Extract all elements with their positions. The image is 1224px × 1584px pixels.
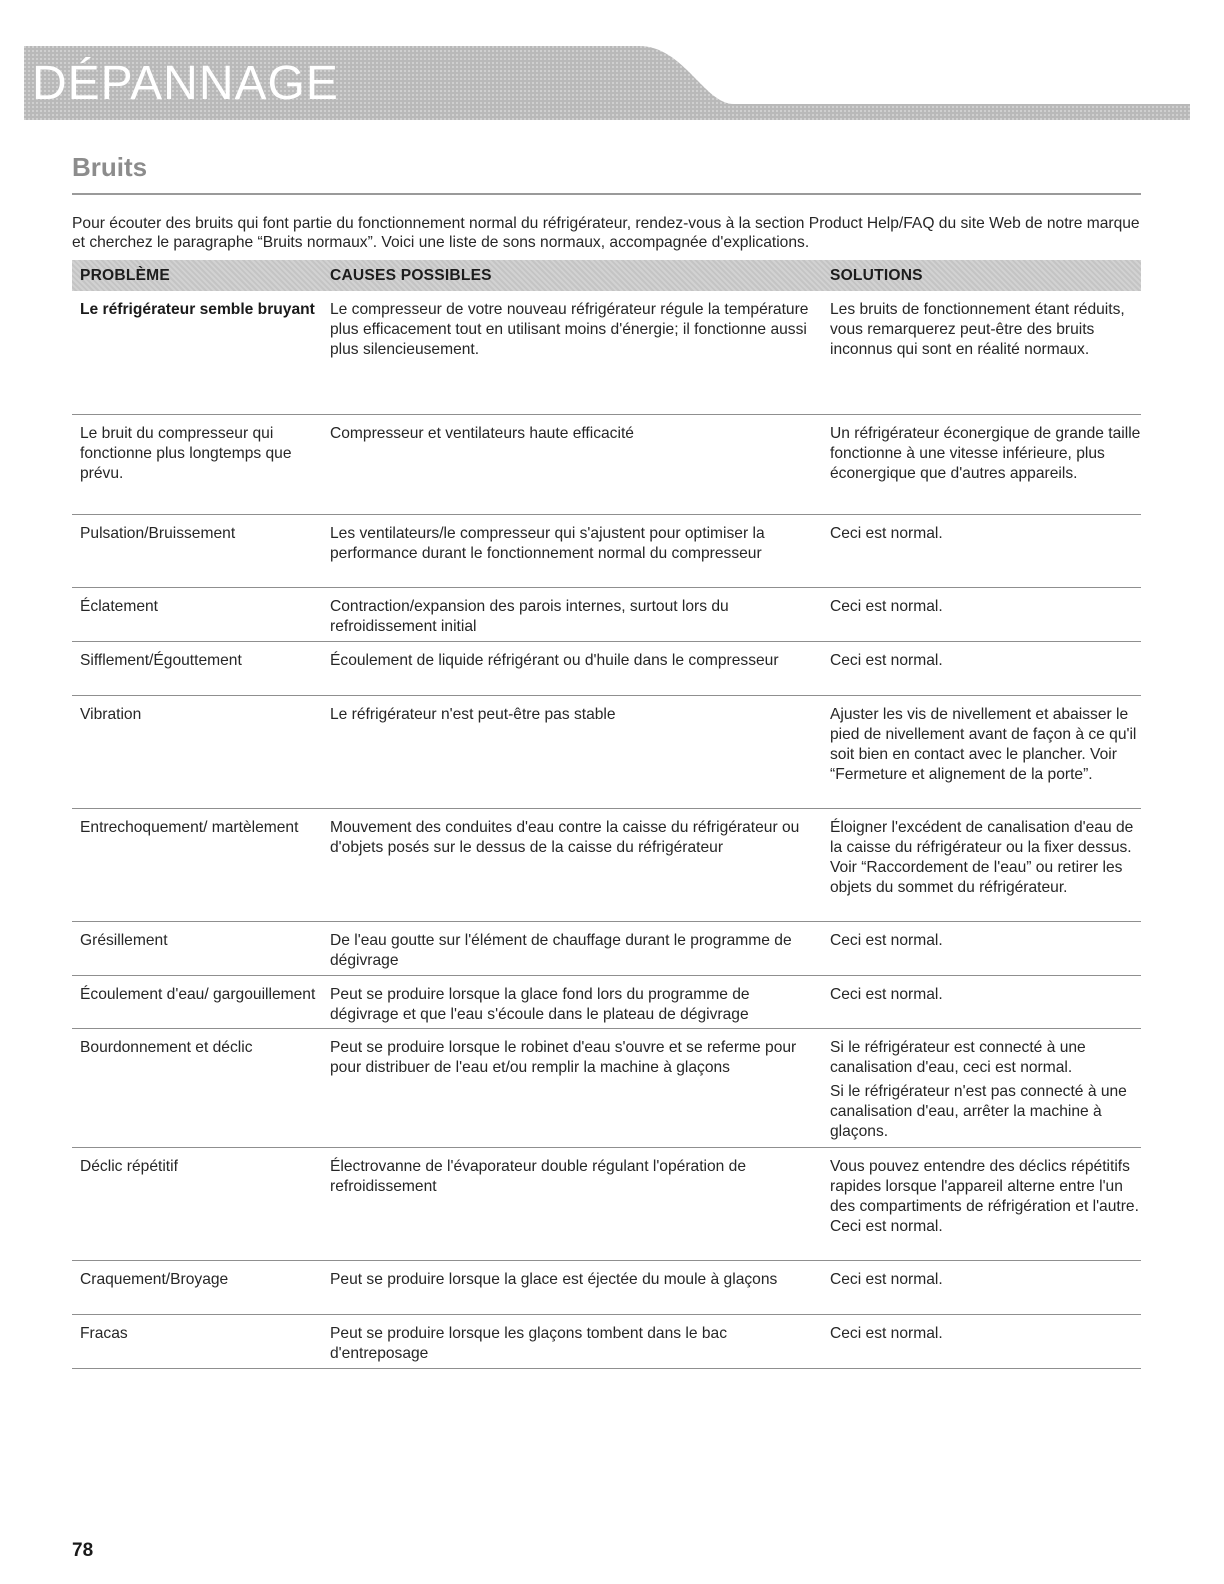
- cause-cell: Peut se produire lorsque le robinet d'eau s'ouvre et se referme pour pour distribuer de l'eau et/ou remplir la machine à glaçons: [330, 1039, 797, 1076]
- cause-cell: Électrovanne de l'évaporateur double régulant l'opération de refroidissement: [330, 1158, 747, 1195]
- solution-cell: [822, 985, 1141, 1028]
- cause-cell: Peut se produire lorsque les glaçons tombent dans le bac d'entreposage: [330, 1325, 728, 1362]
- table-row: [72, 976, 1141, 1029]
- solution-cell: [822, 1157, 1141, 1260]
- solution-cell: [822, 818, 1141, 921]
- problem-cell: Le bruit du compresseur qui fonctionne plus longtemps que prévu.: [80, 425, 292, 482]
- problem-cell: Grésillement: [80, 932, 168, 949]
- solution-cell: [822, 651, 1141, 695]
- solution-text: Un réfrigérateur éconergique de grande taille fonctionne à une vitesse inférieure, plus éconergique que d'autres appareils.: [830, 425, 1141, 482]
- solution-cell: [822, 1324, 1141, 1368]
- table-row: [72, 1315, 1141, 1369]
- intro-paragraph: Pour écouter des bruits qui font partie du fonctionnement normal du réfrigérateur, rendez-vous à la section Product Help/FAQ du site Web de notre marque et cherchez le paragraphe “Bruits normaux”. Voici une liste de sons normaux, accompagnée d'explications.: [72, 215, 1140, 251]
- cause-cell: Compresseur et ventilateurs haute efficacité: [330, 425, 634, 442]
- solution-text: Ceci est normal.: [830, 1271, 943, 1288]
- table-row: [72, 1029, 1141, 1148]
- solution-text: Si le réfrigérateur est connecté à une canalisation d'eau, ceci est normal.: [830, 1039, 1086, 1076]
- table-row: [72, 588, 1141, 642]
- table-row: [72, 291, 1141, 415]
- table-row: [72, 642, 1141, 696]
- section-title: Bruits: [72, 152, 148, 182]
- problem-cell: Éclatement: [80, 598, 159, 615]
- cause-cell: Peut se produire lorsque la glace est éjectée du moule à glaçons: [330, 1271, 778, 1288]
- page-number: 78: [72, 1540, 94, 1561]
- solution-cell: [822, 931, 1141, 975]
- solution-text: Ceci est normal.: [830, 932, 943, 949]
- problem-cell: Fracas: [80, 1325, 128, 1342]
- solution-cell: [822, 1270, 1141, 1314]
- cause-cell: De l'eau goutte sur l'élément de chauffage durant le programme de dégivrage: [330, 932, 792, 969]
- table-row: [72, 696, 1141, 809]
- table-row: [72, 922, 1141, 976]
- table-row: [72, 1148, 1141, 1261]
- solution-cell: [822, 524, 1141, 587]
- header-causes: CAUSES POSSIBLES: [330, 266, 492, 284]
- solution-cell: [822, 300, 1141, 414]
- solution-text: Éloigner l'excédent de canalisation d'eau de la caisse du réfrigérateur ou la fixer dessus. Voir “Raccordement de l'eau” ou retirer les objets du sommet du réfrigérateur.: [830, 819, 1134, 896]
- header-banner: [24, 46, 1190, 120]
- cause-cell: Le compresseur de votre nouveau réfrigérateur régule la température plus efficacement tout en utilisant moins d'énergie; il fonctionne aussi plus silencieusement.: [330, 301, 809, 358]
- solution-cell: [822, 597, 1141, 641]
- cause-cell: Écoulement de liquide réfrigérant ou d'huile dans le compresseur: [330, 652, 779, 669]
- solution-text: Ceci est normal.: [830, 1325, 943, 1342]
- table-row: [72, 1261, 1141, 1315]
- cause-cell: Contraction/expansion des parois internes, surtout lors du refroidissement initial: [330, 598, 729, 635]
- banner-title: DÉPANNAGE: [32, 57, 339, 110]
- problem-cell: Déclic répétitif: [80, 1158, 178, 1175]
- cause-cell: Le réfrigérateur n'est peut-être pas stable: [330, 706, 616, 723]
- problem-cell: Écoulement d'eau/ gargouillement: [80, 986, 316, 1003]
- problem-cell: Bourdonnement et déclic: [80, 1039, 253, 1056]
- problem-cell: Craquement/Broyage: [80, 1271, 229, 1288]
- solution-text: Ceci est normal.: [830, 986, 943, 1003]
- solution-cell: [822, 1038, 1141, 1147]
- solution-text: Si le réfrigérateur n'est pas connecté à une canalisation d'eau, arrêter la machine à glaçons.: [830, 1083, 1127, 1140]
- title-divider: [72, 193, 1141, 195]
- header-solutions: SOLUTIONS: [830, 266, 923, 284]
- table-row: [72, 809, 1141, 922]
- cause-cell: Peut se produire lorsque la glace fond lors du programme de dégivrage et que l'eau s'écoule dans le plateau de dégivrage: [330, 986, 750, 1023]
- solution-text: Ajuster les vis de nivellement et abaisser le pied de nivellement avant de façon à ce qu'il soit bien en contact avec le plancher. Voir “Fermeture et alignement de la porte”.: [830, 706, 1137, 783]
- solution-cell: [822, 705, 1141, 808]
- problem-cell: Pulsation/Bruissement: [80, 525, 236, 542]
- cause-cell: Les ventilateurs/le compresseur qui s'ajustent pour optimiser la performance durant le fonctionnement normal du compresseur: [330, 525, 765, 562]
- problem-cell: Entrechoquement/ martèlement: [80, 819, 299, 836]
- solution-text: Les bruits de fonctionnement étant réduits, vous remarquerez peut-être des bruits inconnus qui sont en réalité normaux.: [830, 301, 1125, 358]
- solution-text: Ceci est normal.: [830, 525, 943, 542]
- problem-cell: Sifflement/Égouttement: [80, 652, 242, 669]
- header-problem: PROBLÈME: [80, 266, 170, 284]
- problem-cell: Vibration: [80, 706, 142, 723]
- problem-cell: Le réfrigérateur semble bruyant: [80, 301, 315, 318]
- solution-cell: [822, 424, 1141, 514]
- table-header: [72, 260, 1141, 291]
- cause-cell: Mouvement des conduites d'eau contre la caisse du réfrigérateur ou d'objets posés sur le dessus de la caisse du réfrigérateur: [330, 819, 800, 856]
- troubleshooting-table: [72, 260, 1141, 1369]
- solution-text: Ceci est normal.: [830, 652, 943, 669]
- table-row: [72, 415, 1141, 515]
- solution-text: Ceci est normal.: [830, 598, 943, 615]
- table-row: [72, 515, 1141, 588]
- solution-text: Vous pouvez entendre des déclics répétitifs rapides lorsque l'appareil alterne entre l'un des compartiments de réfrigération et l'autre. Ceci est normal.: [830, 1158, 1139, 1235]
